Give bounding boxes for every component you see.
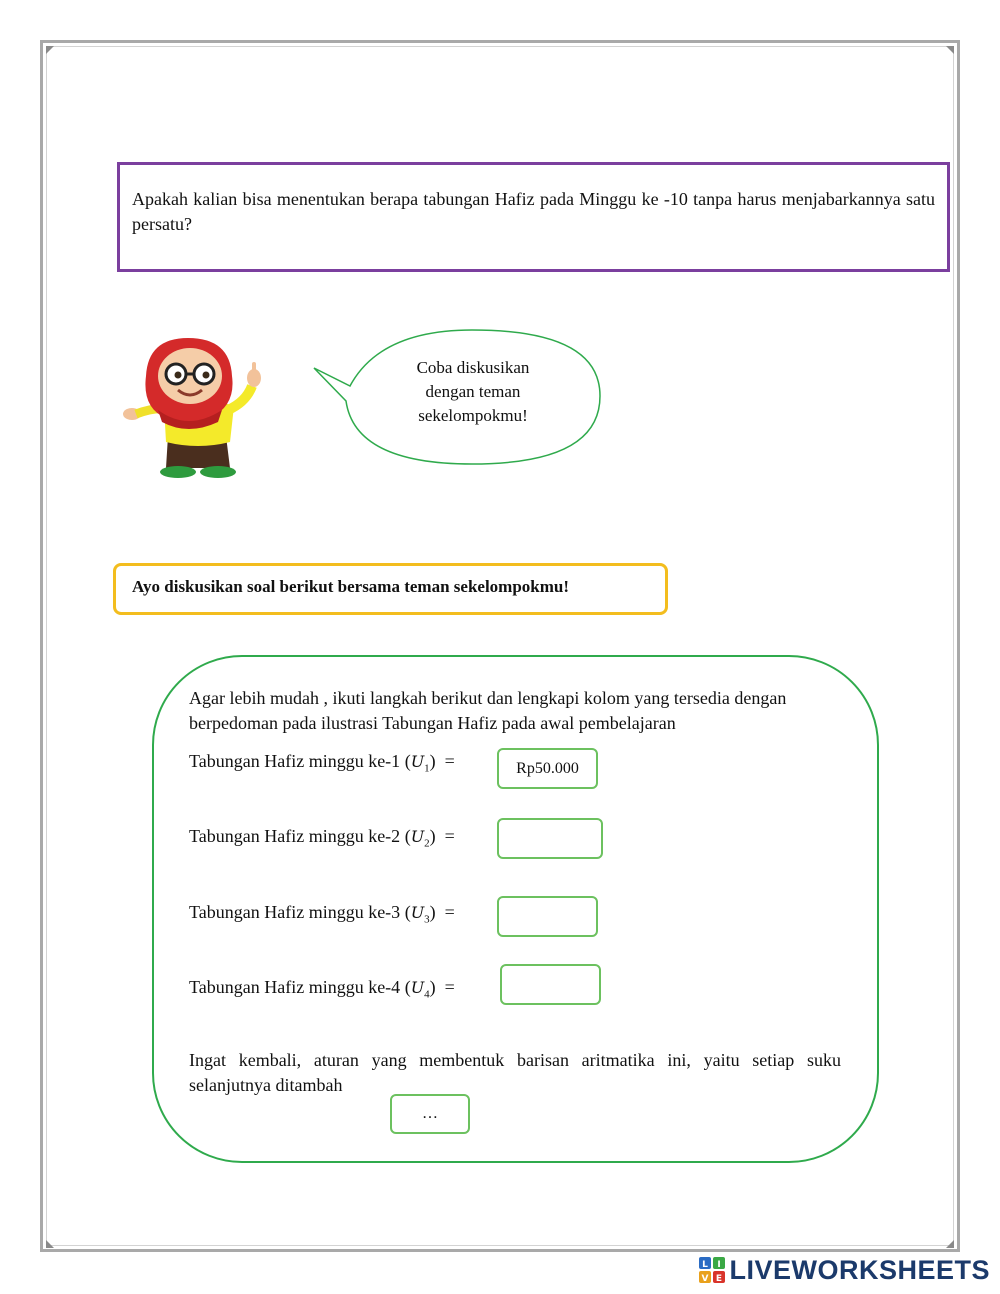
liveworksheets-brand-text: LIVEWORKSHEETS [729, 1254, 990, 1285]
corner-ornament-top-left [46, 46, 54, 54]
answer-field-week-4[interactable] [500, 964, 601, 1005]
remember-text: Ingat kembali, aturan yang membentuk barisan aritmatika ini, yaitu setiap suku selanjutnya ditambah [189, 1050, 841, 1095]
speech-bubble-text: Coba diskusikan dengan teman sekelompokmu! [416, 358, 530, 425]
question-box [117, 162, 950, 272]
step-label-week-4: Tabungan Hafiz minggu ke-4 $(U_4)$ = [189, 977, 455, 1001]
answer-field-week-2[interactable] [497, 818, 603, 859]
corner-ornament-bottom-right [946, 1240, 954, 1248]
svg-text:V: V [701, 1274, 709, 1283]
steps-intro-text: Agar lebih mudah , ikuti langkah berikut dan lengkapi kolom yang tersedia dengan berpedoman pada ilustrasi Tabungan Hafiz pada awal pembelajaran [189, 688, 787, 733]
corner-ornament-top-right [946, 46, 954, 54]
answer-field-week-3[interactable] [497, 896, 598, 937]
liveworksheets-brand [699, 1253, 990, 1287]
answer-field-week-1[interactable]: Rp50.000 [497, 748, 598, 789]
corner-ornament-bottom-left [46, 1240, 54, 1248]
instruction-box [113, 563, 668, 615]
svg-text:E: E [716, 1274, 723, 1283]
step-label-week-2: Tabungan Hafiz minggu ke-2 $(U_2)$ = [189, 826, 455, 850]
liveworksheets-logo-icon [699, 1257, 725, 1283]
svg-text:L: L [702, 1260, 709, 1270]
girl-character-illustration [118, 336, 278, 482]
answer-field-difference[interactable]: … [390, 1094, 470, 1134]
svg-text:I: I [717, 1260, 722, 1270]
step-label-week-3: Tabungan Hafiz minggu ke-3 $(U_3)$ = [189, 902, 455, 926]
question-text: Apakah kalian bisa menentukan berapa tabungan Hafiz pada Minggu ke -10 tanpa harus menjabarkannya satu persatu? [132, 189, 935, 234]
step-label-week-1: Tabungan Hafiz minggu ke-1 $(U_1)$ = [189, 751, 455, 775]
instruction-text: Ayo diskusikan soal berikut bersama teman sekelompokmu! [132, 577, 570, 596]
